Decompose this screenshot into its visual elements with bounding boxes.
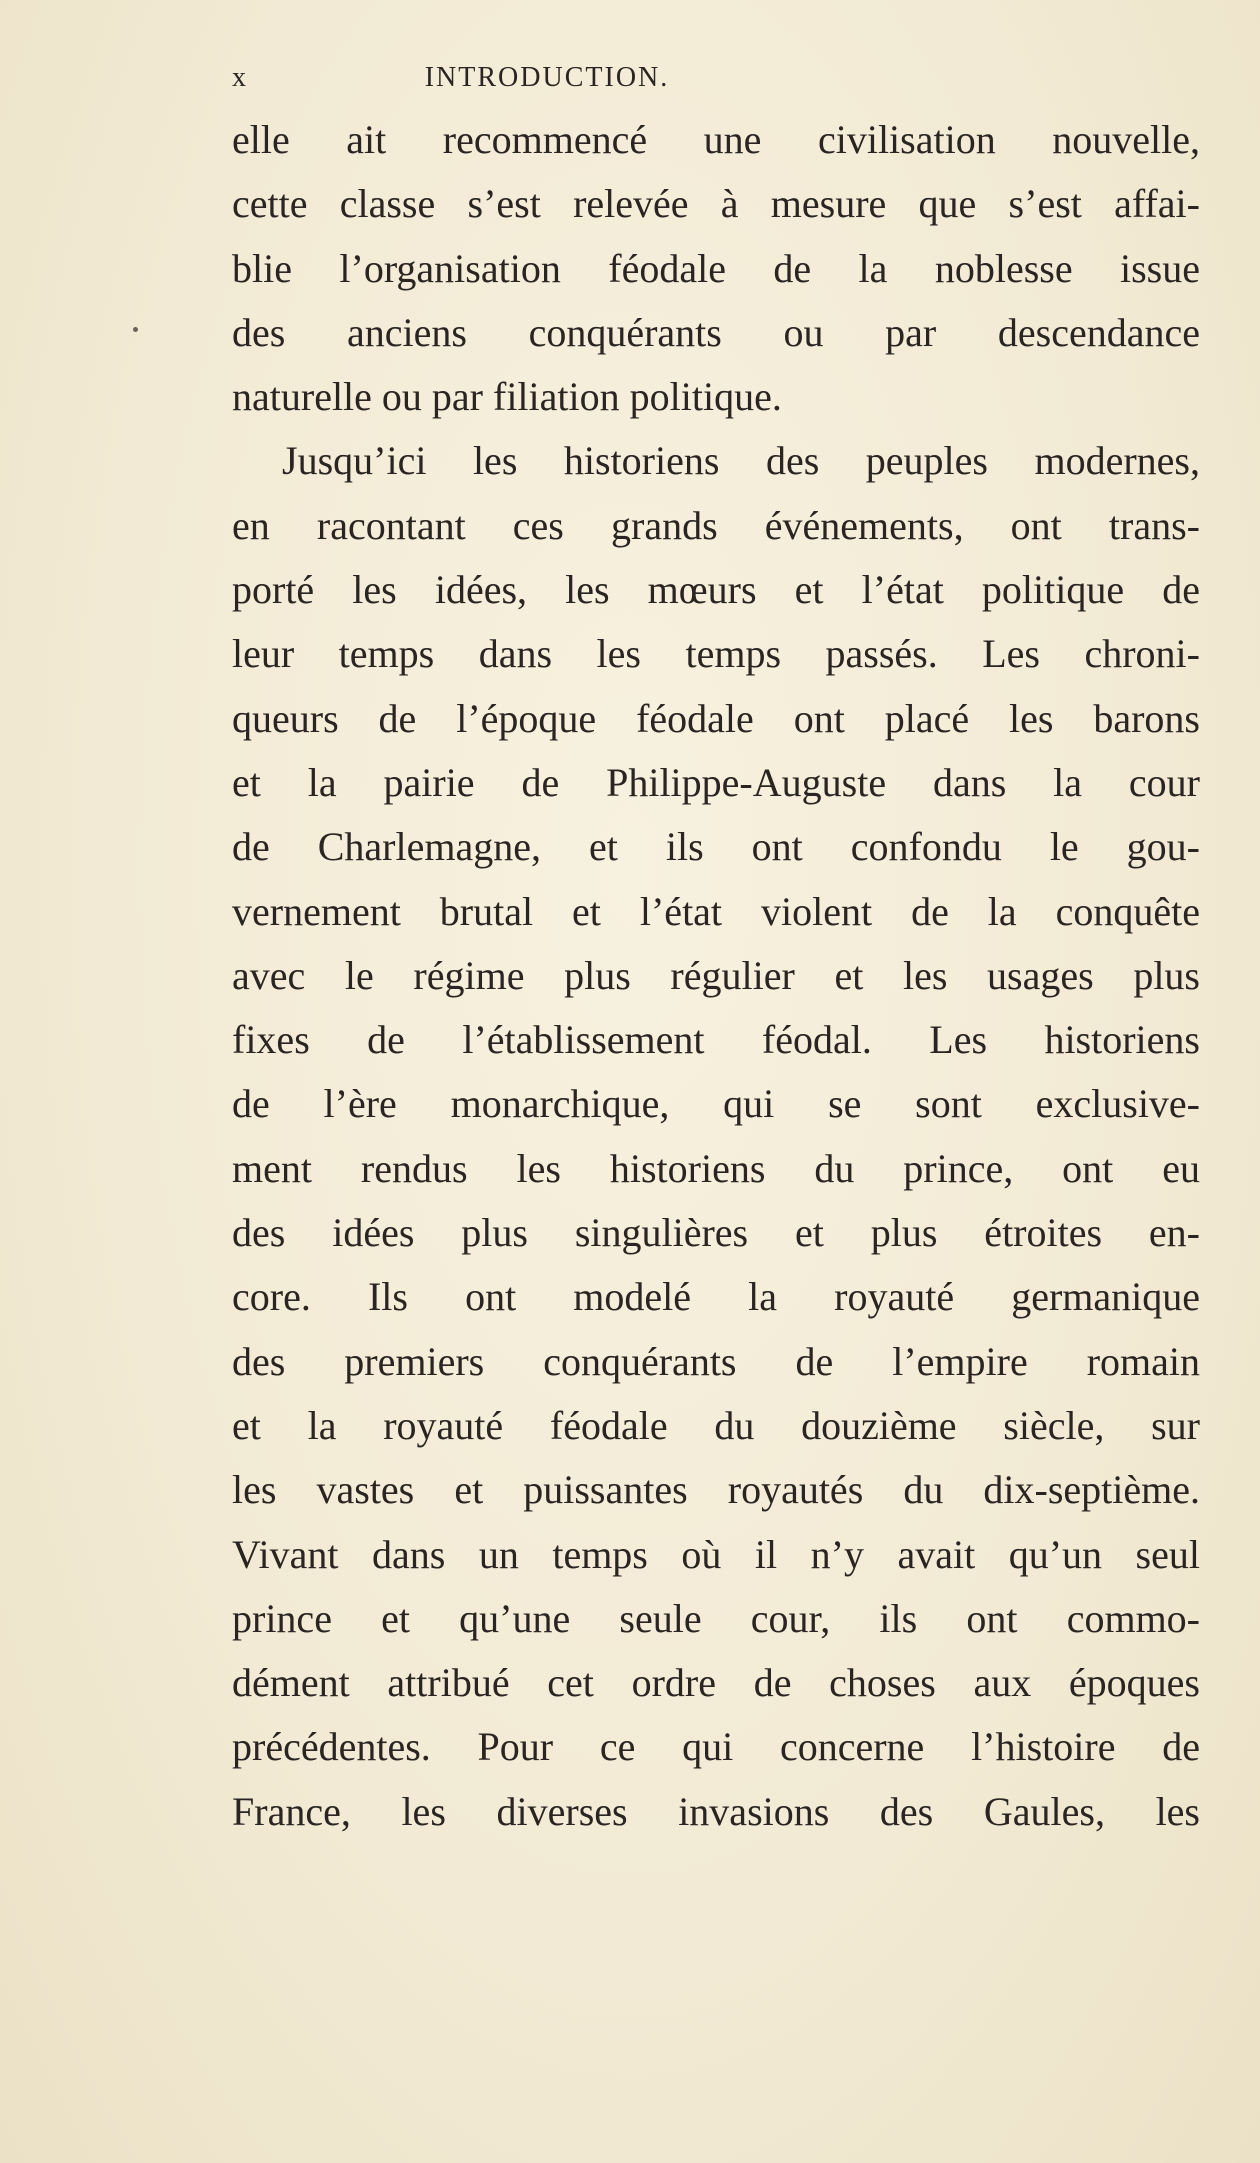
text-line: prince et qu’une seule cour, ils ont commo- <box>232 1595 1200 1641</box>
text-line: de Charlemagne, et ils ont confondu le gou- <box>232 824 1200 870</box>
text-line: en racontant ces grands événements, ont trans- <box>232 502 1200 548</box>
text-line: des anciens conquérants ou par descendance <box>232 309 1200 355</box>
text-line: leur temps dans les temps passés. Les chroni- <box>232 631 1200 677</box>
text-line: vernement brutal et l’état violent de la conquête <box>232 888 1200 934</box>
text-line: Vivant dans un temps où il n’y avait qu’un seul <box>232 1531 1200 1577</box>
text-line: précédentes. Pour ce qui concerne l’histoire de <box>232 1724 1200 1770</box>
margin-speck <box>133 327 138 332</box>
page-header <box>232 62 862 102</box>
text-line: elle ait recommencé une civilisation nouvelle, <box>232 117 1200 162</box>
text-line: fixes de l’établissement féodal. Les historiens <box>232 1017 1200 1063</box>
text-line: dément attribué cet ordre de choses aux époques <box>232 1660 1200 1706</box>
page-number: x <box>232 62 247 93</box>
body-text <box>232 108 1200 1844</box>
text-line: et la pairie de Philippe-Auguste dans la cour <box>232 759 1200 805</box>
text-line: porté les idées, les mœurs et l’état politique de <box>232 567 1200 613</box>
text-line: de l’ère monarchique, qui se sont exclusive- <box>232 1081 1200 1127</box>
text-line: avec le régime plus régulier et les usages plus <box>232 952 1200 998</box>
text-line: des idées plus singulières et plus étroites en- <box>232 1210 1200 1256</box>
text-line: et la royauté féodale du douzième siècle, sur <box>232 1402 1200 1448</box>
text-line: Jusqu’ici les historiens des peuples modernes, <box>282 438 1200 484</box>
text-line: ment rendus les historiens du prince, ont eu <box>232 1145 1200 1191</box>
text-line: queurs de l’époque féodale ont placé les barons <box>232 695 1200 741</box>
text-line: cette classe s’est relevée à mesure que s’est affai- <box>232 181 1200 227</box>
text-line: France, les diverses invasions des Gaules, les <box>232 1788 1200 1834</box>
text-line: core. Ils ont modelé la royauté germanique <box>232 1274 1200 1320</box>
text-line: naturelle ou par filiation politique. <box>232 374 782 420</box>
text-line: blie l’organisation féodale de la noblesse issue <box>232 245 1200 291</box>
running-title: INTRODUCTION. <box>424 62 670 93</box>
text-line: des premiers conquérants de l’empire romain <box>232 1338 1200 1384</box>
text-line: les vastes et puissantes royautés du dix-septième. <box>232 1467 1200 1513</box>
